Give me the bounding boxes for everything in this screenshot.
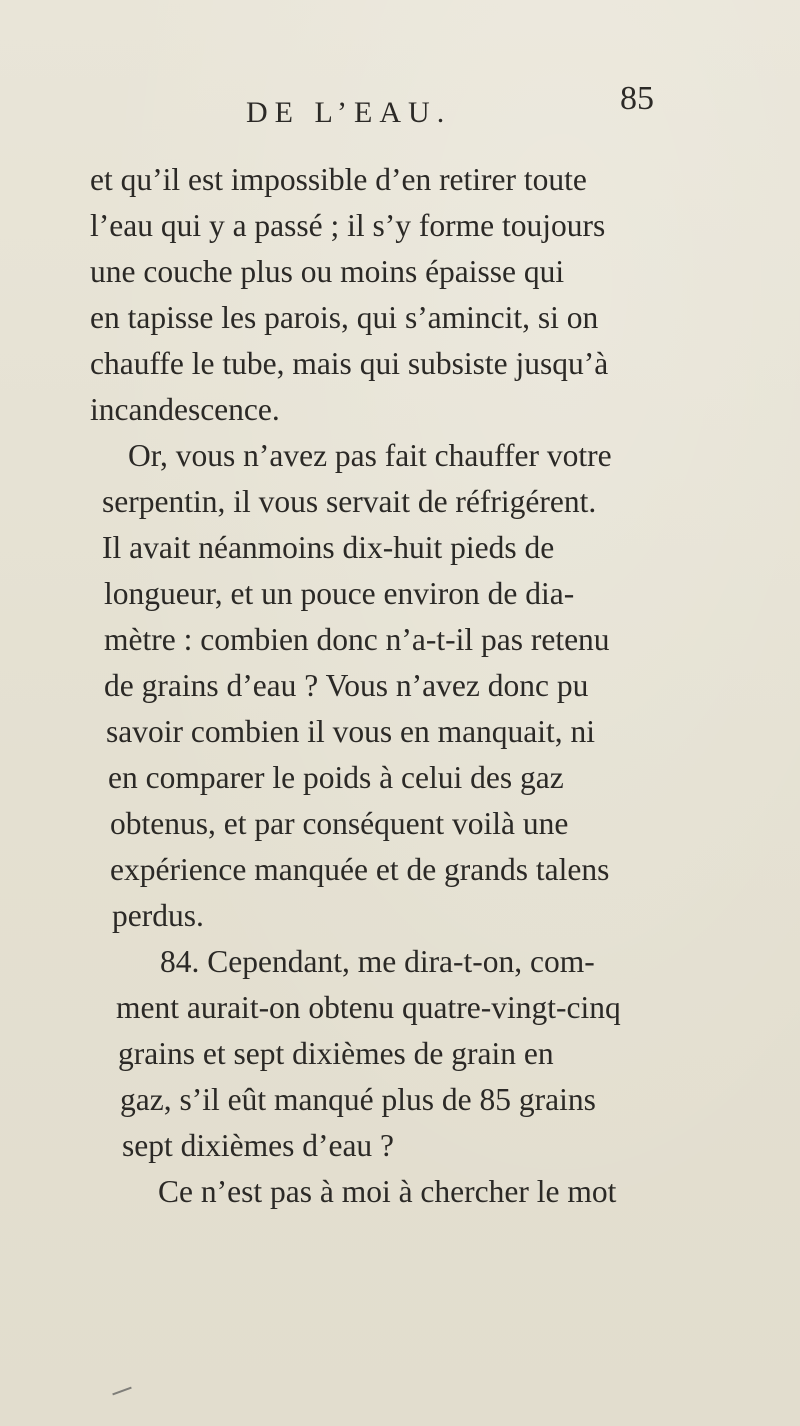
text-line: perdus.	[112, 898, 204, 933]
text-line: serpentin, il vous servait de réfrigérent.	[102, 484, 597, 519]
text-line: Ce n’est pas à moi à chercher le mot	[158, 1174, 617, 1209]
text-line: une couche plus ou moins épaisse qui	[90, 254, 565, 289]
text-line: savoir combien il vous en manquait, ni	[106, 714, 596, 749]
text-line: chauffe le tube, mais qui subsiste jusqu’à	[90, 346, 609, 381]
text-line: ment aurait-on obtenu quatre-vingt-cinq	[116, 990, 621, 1025]
running-head: DE L’EAU.	[246, 96, 452, 129]
text-line: grains et sept dixièmes de grain en	[118, 1036, 554, 1071]
text-line: Il avait néanmoins dix-huit pieds de	[102, 530, 555, 565]
text-line: 84. Cependant, me dira-t-on, com-	[160, 944, 595, 979]
text-line: sept dixièmes d’eau ?	[122, 1128, 395, 1163]
text-line: de grains d’eau ? Vous n’avez donc pu	[104, 668, 589, 703]
ink-mark	[112, 1387, 131, 1396]
text-line: en comparer le poids à celui des gaz	[108, 760, 564, 795]
text-line: et qu’il est impossible d’en retirer toute	[90, 162, 587, 197]
text-line: gaz, s’il eût manqué plus de 85 grains	[120, 1082, 596, 1117]
text-line: mètre : combien donc n’a-t-il pas retenu	[104, 622, 610, 657]
text-line: obtenus, et par conséquent voilà une	[110, 806, 569, 841]
page-number: 85	[620, 80, 654, 117]
text-line: l’eau qui y a passé ; il s’y forme toujours	[90, 208, 606, 243]
text-line: en tapisse les parois, qui s’amincit, si on	[90, 300, 599, 335]
text-line: Or, vous n’avez pas fait chauffer votre	[128, 438, 612, 473]
text-line: incandescence.	[90, 392, 280, 427]
text-line: longueur, et un pouce environ de dia-	[104, 576, 575, 611]
text-line: expérience manquée et de grands talens	[110, 852, 610, 887]
